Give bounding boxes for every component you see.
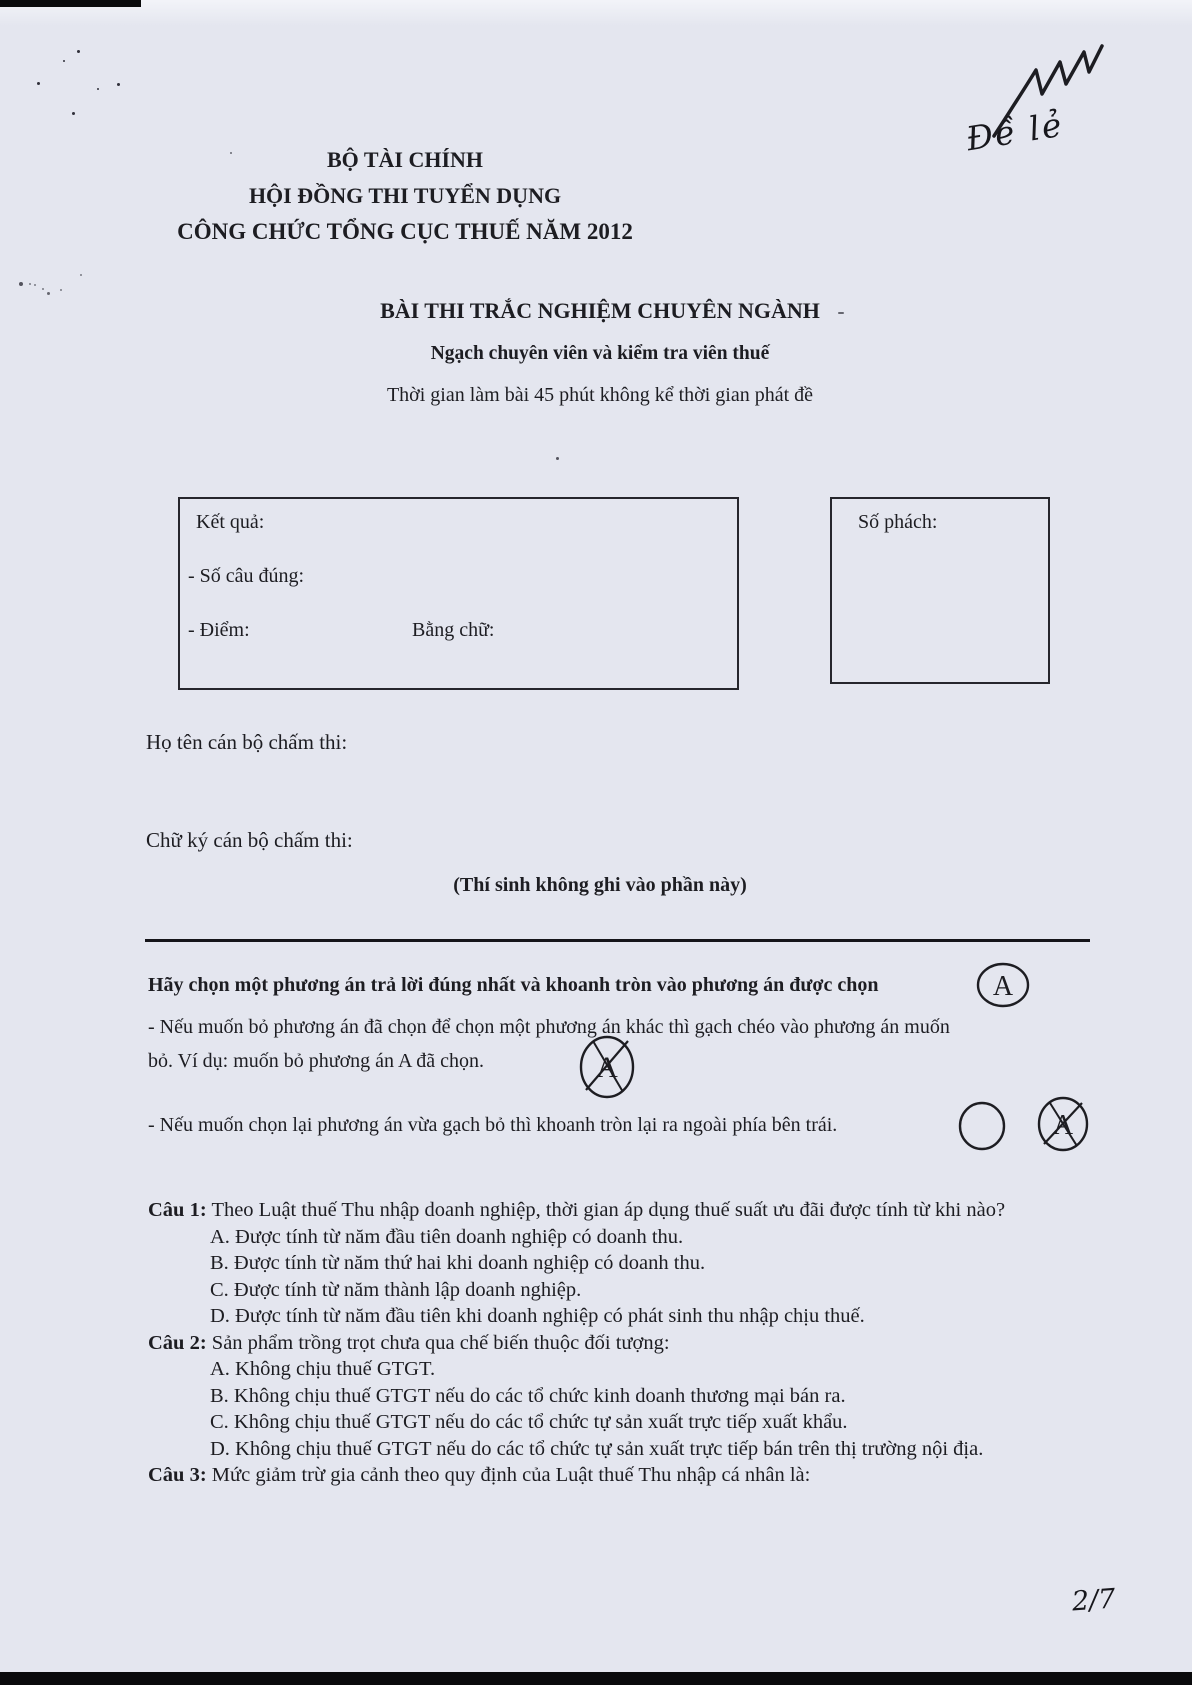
- grader-name-label: Họ tên cán bộ chấm thi:: [146, 730, 348, 754]
- score-label: - Điểm:: [188, 619, 250, 641]
- question-3-label: Câu 3:: [148, 1464, 207, 1486]
- instruction-rule1-line1: - Nếu muốn bỏ phương án đã chọn để chọn một phương án khác thì gạch chéo vào phương án muốn: [148, 1016, 950, 1038]
- letterhead: [150, 142, 660, 250]
- scan-edge-top: [0, 0, 1192, 26]
- crossed-choice-icon: [1037, 1096, 1089, 1152]
- result-box: [178, 497, 739, 690]
- exam-title: BÀI THI TRẮC NGHIỆM CHUYÊN NGÀNH: [380, 298, 820, 323]
- exam-duration: Thời gian làm bài 45 phút không kể thời gian phát đề: [386, 384, 814, 406]
- ministry-line-2: HỘI ĐỒNG THI TUYỂN DỤNG: [248, 183, 562, 208]
- question-2-label: Câu 2:: [148, 1331, 207, 1354]
- question-3-text: Mức giảm trừ gia cảnh theo quy định của Luật thuế Thu nhập cá nhân là:: [211, 1464, 811, 1486]
- crossed-choice-letter: A: [596, 1051, 618, 1084]
- question-1: [148, 1197, 1098, 1224]
- instruction-rule2: - Nếu muốn chọn lại phương án vừa gạch bỏ thì khoanh tròn lại ra ngoài phía bên trái.: [148, 1114, 838, 1136]
- question-1-text: Theo Luật thuế Thu nhập doanh nghiệp, thời gian áp dụng thuế suất ưu đãi được tính từ khi nào?: [211, 1199, 1006, 1221]
- scan-edge-bottom: [0, 1672, 1192, 1685]
- question-1-option-b: B. Được tính từ năm thứ hai khi doanh nghiệp có doanh thu.: [210, 1252, 706, 1274]
- question-2: [148, 1330, 1098, 1357]
- circled-choice-letter: A: [992, 971, 1014, 1002]
- question-3: [148, 1462, 1098, 1489]
- question-2-text: Sản phẩm trồng trọt chưa qua chế biến thuộc đối tượng:: [211, 1331, 670, 1354]
- instruction-rule1-line2: bỏ. Ví dụ: muốn bỏ phương án A đã chọn.: [148, 1050, 485, 1072]
- question-list: [148, 1197, 1098, 1489]
- instruction-heading: Hãy chọn một phương án trả lời đúng nhất và khoanh tròn vào phương án được chọn: [148, 974, 879, 996]
- score-in-words-label: Bằng chữ:: [412, 619, 495, 641]
- empty-circle-icon: [958, 1101, 1006, 1151]
- divider-rule: [145, 939, 1090, 942]
- code-box: [830, 497, 1050, 684]
- handwritten-note: Đề lẻ: [963, 104, 1066, 159]
- grader-signature-label: Chữ ký cán bộ chấm thi:: [146, 828, 353, 852]
- ministry-line-3: CÔNG CHỨC TỔNG CỤC THUẾ NĂM 2012: [177, 219, 633, 244]
- question-1-option-d: D. Được tính từ năm đầu tiên khi doanh nghiệp có phát sinh thu nhập chịu thuế.: [210, 1305, 865, 1327]
- candidate-note: (Thí sinh không ghi vào phần này): [453, 874, 747, 896]
- exam-subtitle: Ngạch chuyên viên và kiểm tra viên thuế: [430, 343, 770, 364]
- question-2-option-d: D. Không chịu thuế GTGT nếu do các tổ chức tự sản xuất trực tiếp bán trên thị trường nội địa.: [210, 1437, 984, 1460]
- question-2-option-c: C. Không chịu thuế GTGT nếu do các tổ chức tự sản xuất trực tiếp xuất khẩu.: [210, 1411, 848, 1433]
- ministry-line-1: BỘ TÀI CHÍNH: [326, 147, 484, 172]
- result-box-title: Kết quả:: [196, 511, 265, 533]
- question-2-option-a: A. Không chịu thuế GTGT.: [210, 1358, 436, 1380]
- handwritten-page-number: 2/7: [1070, 1583, 1117, 1618]
- circled-choice-icon: [976, 962, 1030, 1008]
- question-2-option-b: B. Không chịu thuế GTGT nếu do các tổ chức kinh doanh thương mại bán ra.: [210, 1384, 846, 1407]
- question-1-label: Câu 1:: [148, 1199, 207, 1221]
- correct-count-label: - Số câu đúng:: [188, 565, 305, 587]
- scan-edge-top-left: [0, 0, 141, 7]
- crossed-choice-icon: [578, 1032, 636, 1100]
- crossed-choice-letter: A: [1052, 1110, 1074, 1141]
- code-box-label: Số phách:: [858, 511, 938, 533]
- question-1-option-a: A. Được tính từ năm đầu tiên doanh nghiệp có doanh thu.: [210, 1225, 684, 1248]
- question-1-option-c: C. Được tính từ năm thành lập doanh nghiệp.: [210, 1278, 582, 1301]
